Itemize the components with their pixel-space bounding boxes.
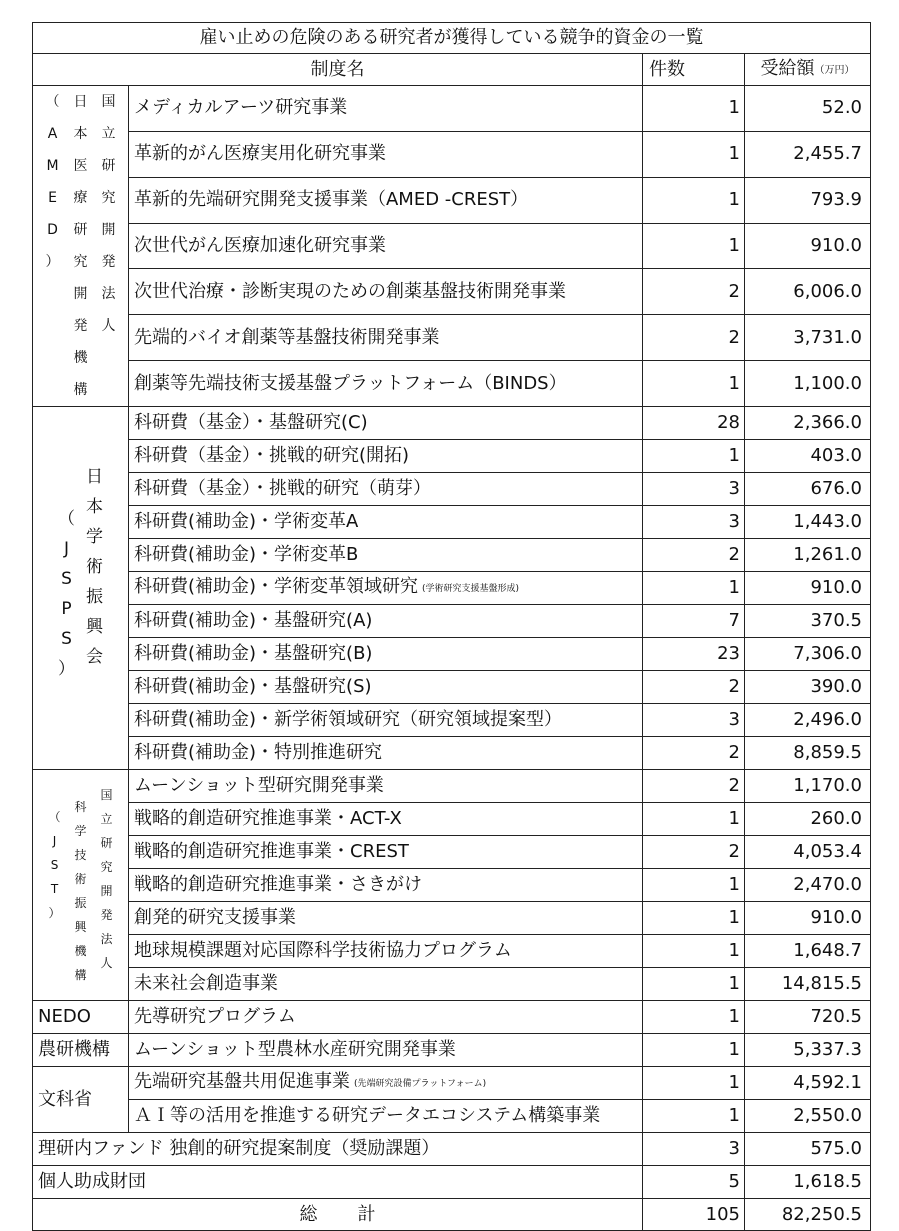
table-row	[33, 223, 871, 269]
table-title: 雇い止めの危険のある研究者が獲得している競争的資金の一覧	[33, 23, 871, 54]
program-note: (学術研究支援基盤形成)	[422, 584, 520, 594]
vertical-char: A	[47, 126, 58, 142]
amount-cell: 5,337.3	[745, 1034, 871, 1067]
program-name	[129, 506, 643, 539]
program-name-text: 先端的バイオ創薬等基盤技術開発事業	[134, 326, 440, 348]
group-jsps	[33, 407, 129, 770]
program-name-text: 次世代治療・診断実現のための創薬基盤技術開発事業	[134, 280, 566, 302]
amount-cell: 575.0	[745, 1133, 871, 1166]
program-name-text: 科研費（基金）・基盤研究(C)	[134, 412, 368, 433]
table-row	[33, 506, 871, 539]
amount-cell: 260.0	[745, 803, 871, 836]
program-name-text: 未来社会創造事業	[134, 973, 278, 994]
amount-cell: 370.5	[745, 605, 871, 638]
amount-cell: 1,648.7	[745, 935, 871, 968]
vertical-label-column	[47, 805, 63, 987]
count-cell: 1	[643, 935, 745, 968]
vertical-char: 術	[86, 557, 103, 577]
program-name	[129, 605, 643, 638]
table-row	[33, 572, 871, 605]
vertical-label-column	[99, 783, 115, 987]
vertical-char: 医	[73, 158, 88, 174]
count-cell: 5	[643, 1166, 745, 1199]
vertical-char: 法	[100, 932, 113, 946]
program-name-text: 戦略的創造研究推進事業・ACT-X	[134, 808, 402, 829]
amount-cell: 14,815.5	[745, 968, 871, 1001]
program-name	[129, 770, 643, 803]
program-name-text: 先端研究基盤共用促進事業	[134, 1071, 350, 1092]
program-name	[129, 539, 643, 572]
amount-cell: 1,618.5	[745, 1166, 871, 1199]
vertical-char: 発	[73, 318, 88, 334]
count-cell: 1	[643, 968, 745, 1001]
vertical-label	[33, 783, 128, 987]
amount-cell: 1,261.0	[745, 539, 871, 572]
column-header-unit: （万円）	[814, 64, 855, 76]
program-name-text: 科研費(補助金)・基盤研究(A)	[134, 610, 373, 631]
program-name	[129, 737, 643, 770]
table-row	[33, 269, 871, 315]
vertical-char: 興	[74, 920, 87, 934]
program-name-text: 科研費(補助金)・特別推進研究	[134, 742, 383, 763]
program-name	[129, 1001, 643, 1034]
vertical-char: 日	[73, 94, 88, 110]
vertical-char: 科	[74, 800, 87, 814]
program-name	[129, 361, 643, 407]
vertical-char: J	[52, 834, 57, 848]
count-cell: 3	[643, 704, 745, 737]
program-name-text: 科研費（基金）・挑戦的研究（萌芽）	[134, 478, 431, 499]
count-cell: 1	[643, 177, 745, 223]
count-cell: 1	[643, 223, 745, 269]
program-name-text: メディカルアーツ研究事業	[134, 97, 348, 119]
amount-cell: 2,496.0	[745, 704, 871, 737]
vertical-label-column	[57, 504, 77, 684]
vertical-char: 振	[86, 587, 103, 607]
table-row	[33, 1133, 871, 1166]
amount-cell: 8,859.5	[745, 737, 871, 770]
program-name	[129, 869, 643, 902]
vertical-char: 究	[100, 860, 113, 874]
program-name-text: 先導研究プログラム	[134, 1006, 296, 1027]
program-name-text: 科研費(補助金)・基盤研究(S)	[134, 676, 372, 697]
table-row	[33, 539, 871, 572]
amount-cell: 403.0	[745, 440, 871, 473]
title-row	[33, 23, 871, 54]
program-name	[129, 902, 643, 935]
vertical-char: S	[61, 629, 72, 649]
count-cell: 1	[643, 572, 745, 605]
amount-cell: 910.0	[745, 902, 871, 935]
count-cell: 1	[643, 131, 745, 177]
table-row	[33, 869, 871, 902]
vertical-char: 人	[100, 956, 113, 970]
vertical-char: 国	[100, 788, 113, 802]
vertical-char: （	[45, 94, 60, 110]
vertical-label	[33, 86, 128, 406]
count-cell: 1	[643, 86, 745, 132]
table-row	[33, 1166, 871, 1199]
vertical-char: 術	[74, 872, 87, 886]
count-cell: 1	[643, 1067, 745, 1100]
count-cell: 1	[643, 1001, 745, 1034]
program-name	[129, 572, 643, 605]
program-name-text: 科研費(補助金)・新学術領域研究（研究領域提案型）	[134, 709, 563, 730]
vertical-char: T	[50, 882, 59, 896]
amount-cell: 2,550.0	[745, 1100, 871, 1133]
amount-cell: 676.0	[745, 473, 871, 506]
vertical-label-column	[73, 795, 89, 987]
count-cell: 28	[643, 407, 745, 440]
vertical-char: 機	[73, 350, 88, 366]
program-name-text: ムーンショット型研究開発事業	[134, 775, 384, 796]
vertical-char: 立	[101, 126, 116, 142]
vertical-char: P	[61, 599, 72, 619]
grant-table-body	[33, 23, 871, 1231]
count-cell: 2	[643, 770, 745, 803]
program-name	[33, 1166, 643, 1199]
grant-table	[32, 22, 871, 1231]
program-note: (先端研究設備プラットフォーム)	[354, 1079, 487, 1089]
program-name	[129, 315, 643, 361]
program-name	[129, 1067, 643, 1100]
count-cell: 3	[643, 473, 745, 506]
amount-cell: 6,006.0	[745, 269, 871, 315]
program-name	[129, 1100, 643, 1133]
vertical-char: S	[50, 858, 59, 872]
vertical-label-column	[101, 86, 117, 406]
table-row	[33, 440, 871, 473]
total-label	[33, 1199, 643, 1231]
vertical-char: 技	[74, 848, 87, 862]
total-row	[33, 1199, 871, 1231]
table-row	[33, 638, 871, 671]
vertical-char: 立	[100, 812, 113, 826]
amount-cell: 910.0	[745, 223, 871, 269]
vertical-char: 構	[74, 968, 87, 982]
vertical-label-column	[73, 86, 89, 406]
program-name-text: 科研費(補助金)・学術変革A	[134, 511, 359, 532]
count-cell: 2	[643, 671, 745, 704]
amount-cell: 720.5	[745, 1001, 871, 1034]
count-cell: 2	[643, 539, 745, 572]
program-name-text: ムーンショット型農林水産研究開発事業	[134, 1039, 456, 1060]
header-row	[33, 54, 871, 86]
vertical-char: 振	[74, 896, 87, 910]
table-row	[33, 1034, 871, 1067]
count-cell: 1	[643, 1034, 745, 1067]
amount-cell: 910.0	[745, 572, 871, 605]
amount-cell: 3,731.0	[745, 315, 871, 361]
vertical-char: （	[58, 509, 75, 529]
vertical-char: 会	[86, 647, 103, 667]
vertical-char: S	[61, 569, 72, 589]
program-name-text: 理研内ファンド 独創的研究提案制度（奨励課題）	[38, 1138, 440, 1159]
table-row	[33, 803, 871, 836]
program-name-text: 革新的先端研究開発支援事業（AMED -CREST）	[134, 189, 529, 211]
count-cell: 3	[643, 1133, 745, 1166]
program-name-text: 戦略的創造研究推進事業・CREST	[134, 841, 409, 862]
amount-cell: 7,306.0	[745, 638, 871, 671]
total-label-text: 総計	[299, 1203, 416, 1225]
column-header-count: 件数	[643, 54, 745, 86]
table-row	[33, 131, 871, 177]
program-name-text: 個人助成財団	[38, 1171, 146, 1192]
vertical-char: 本	[86, 497, 103, 517]
count-cell: 1	[643, 1100, 745, 1133]
amount-cell: 2,366.0	[745, 407, 871, 440]
vertical-char: 学	[86, 527, 103, 547]
total-amount: 82,250.5	[745, 1199, 871, 1231]
program-name	[129, 473, 643, 506]
amount-cell: 2,470.0	[745, 869, 871, 902]
count-cell: 23	[643, 638, 745, 671]
column-header-amount	[745, 54, 871, 86]
amount-cell: 1,443.0	[745, 506, 871, 539]
program-name-text: 戦略的創造研究推進事業・さきがけ	[134, 874, 422, 895]
program-name	[129, 131, 643, 177]
program-name	[129, 671, 643, 704]
program-name	[129, 177, 643, 223]
vertical-char: 研	[100, 836, 113, 850]
table-row	[33, 1001, 871, 1034]
amount-cell: 2,455.7	[745, 131, 871, 177]
program-name	[129, 1034, 643, 1067]
program-name-text: ＡＩ等の活用を推進する研究データエコシステム構築事業	[134, 1105, 601, 1126]
vertical-char: 発	[100, 908, 113, 922]
program-name-text: 科研費(補助金)・基盤研究(B)	[134, 643, 373, 664]
program-name-text: 地球規模課題対応国際科学技術協力プログラム	[134, 940, 512, 961]
amount-cell: 52.0	[745, 86, 871, 132]
table-row	[33, 704, 871, 737]
vertical-char: 開	[73, 286, 88, 302]
vertical-char: 開	[100, 884, 113, 898]
vertical-label	[33, 467, 128, 684]
program-name-text: 科研費(補助金)・学術変革領域研究	[134, 576, 419, 597]
vertical-char: 療	[73, 190, 88, 206]
table-row	[33, 968, 871, 1001]
vertical-char: 開	[101, 222, 116, 238]
count-cell: 1	[643, 902, 745, 935]
group-naro: 農研機構	[33, 1034, 129, 1067]
amount-cell: 4,592.1	[745, 1067, 871, 1100]
vertical-char: 究	[101, 190, 116, 206]
program-name	[129, 407, 643, 440]
table-row	[33, 605, 871, 638]
count-cell: 2	[643, 836, 745, 869]
program-name	[129, 223, 643, 269]
vertical-char: 本	[73, 126, 88, 142]
program-name	[129, 935, 643, 968]
table-row	[33, 737, 871, 770]
program-name-text: 次世代がん医療加速化研究事業	[134, 234, 386, 256]
count-cell: 7	[643, 605, 745, 638]
table-row	[33, 935, 871, 968]
table-row	[33, 836, 871, 869]
count-cell: 3	[643, 506, 745, 539]
vertical-char: 発	[101, 254, 116, 270]
vertical-char: E	[48, 190, 57, 206]
vertical-char: 日	[86, 467, 103, 487]
table-row	[33, 473, 871, 506]
total-count: 105	[643, 1199, 745, 1231]
vertical-char: J	[63, 539, 69, 559]
vertical-char: 研	[101, 158, 116, 174]
amount-cell: 1,170.0	[745, 770, 871, 803]
vertical-char: 国	[101, 94, 116, 110]
table-row	[33, 1067, 871, 1100]
table-row	[33, 770, 871, 803]
table-row	[33, 1100, 871, 1133]
program-name	[129, 968, 643, 1001]
program-name-text: 創薬等先端技術支援基盤プラットフォーム（BINDS）	[134, 372, 567, 394]
table-row	[33, 902, 871, 935]
program-name	[129, 269, 643, 315]
count-cell: 1	[643, 803, 745, 836]
count-cell: 1	[643, 440, 745, 473]
vertical-char: 究	[73, 254, 88, 270]
amount-cell: 793.9	[745, 177, 871, 223]
group-nedo: NEDO	[33, 1001, 129, 1034]
vertical-char: ）	[45, 254, 60, 270]
program-name	[33, 1133, 643, 1166]
vertical-char: 機	[74, 944, 87, 958]
vertical-char: 構	[73, 382, 88, 398]
count-cell: 1	[643, 361, 745, 407]
program-name	[129, 836, 643, 869]
amount-cell: 390.0	[745, 671, 871, 704]
program-name	[129, 803, 643, 836]
vertical-char: D	[47, 222, 58, 238]
group-jst	[33, 770, 129, 1001]
count-cell: 2	[643, 269, 745, 315]
program-name	[129, 440, 643, 473]
count-cell: 2	[643, 737, 745, 770]
table-row	[33, 86, 871, 132]
vertical-label-column	[85, 462, 105, 684]
column-header-name: 制度名	[33, 54, 643, 86]
vertical-char: 法	[101, 286, 116, 302]
table-row	[33, 361, 871, 407]
table-row	[33, 315, 871, 361]
vertical-char: 人	[101, 318, 116, 334]
program-name	[129, 638, 643, 671]
vertical-char: ）	[48, 906, 61, 920]
group-amed	[33, 86, 129, 407]
count-cell: 2	[643, 315, 745, 361]
group-mext: 文科省	[33, 1067, 129, 1133]
program-name-text: 科研費(補助金)・学術変革B	[134, 544, 359, 565]
vertical-char: 研	[73, 222, 88, 238]
vertical-char: M	[46, 158, 59, 174]
table-row	[33, 671, 871, 704]
program-name	[129, 704, 643, 737]
vertical-char: （	[48, 810, 61, 824]
vertical-char: ）	[58, 659, 75, 679]
amount-cell: 1,100.0	[745, 361, 871, 407]
column-header-amount-label: 受給額	[760, 57, 815, 79]
amount-cell: 4,053.4	[745, 836, 871, 869]
count-cell: 1	[643, 869, 745, 902]
table-row	[33, 407, 871, 440]
program-name-text: 科研費（基金）・挑戦的研究(開拓)	[134, 445, 410, 466]
program-name-text: 革新的がん医療実用化研究事業	[134, 143, 386, 165]
vertical-char: 興	[86, 617, 103, 637]
vertical-label-column	[45, 86, 61, 406]
program-name	[129, 86, 643, 132]
program-name-text: 創発的研究支援事業	[134, 907, 296, 928]
table-row	[33, 177, 871, 223]
vertical-char: 学	[74, 824, 87, 838]
